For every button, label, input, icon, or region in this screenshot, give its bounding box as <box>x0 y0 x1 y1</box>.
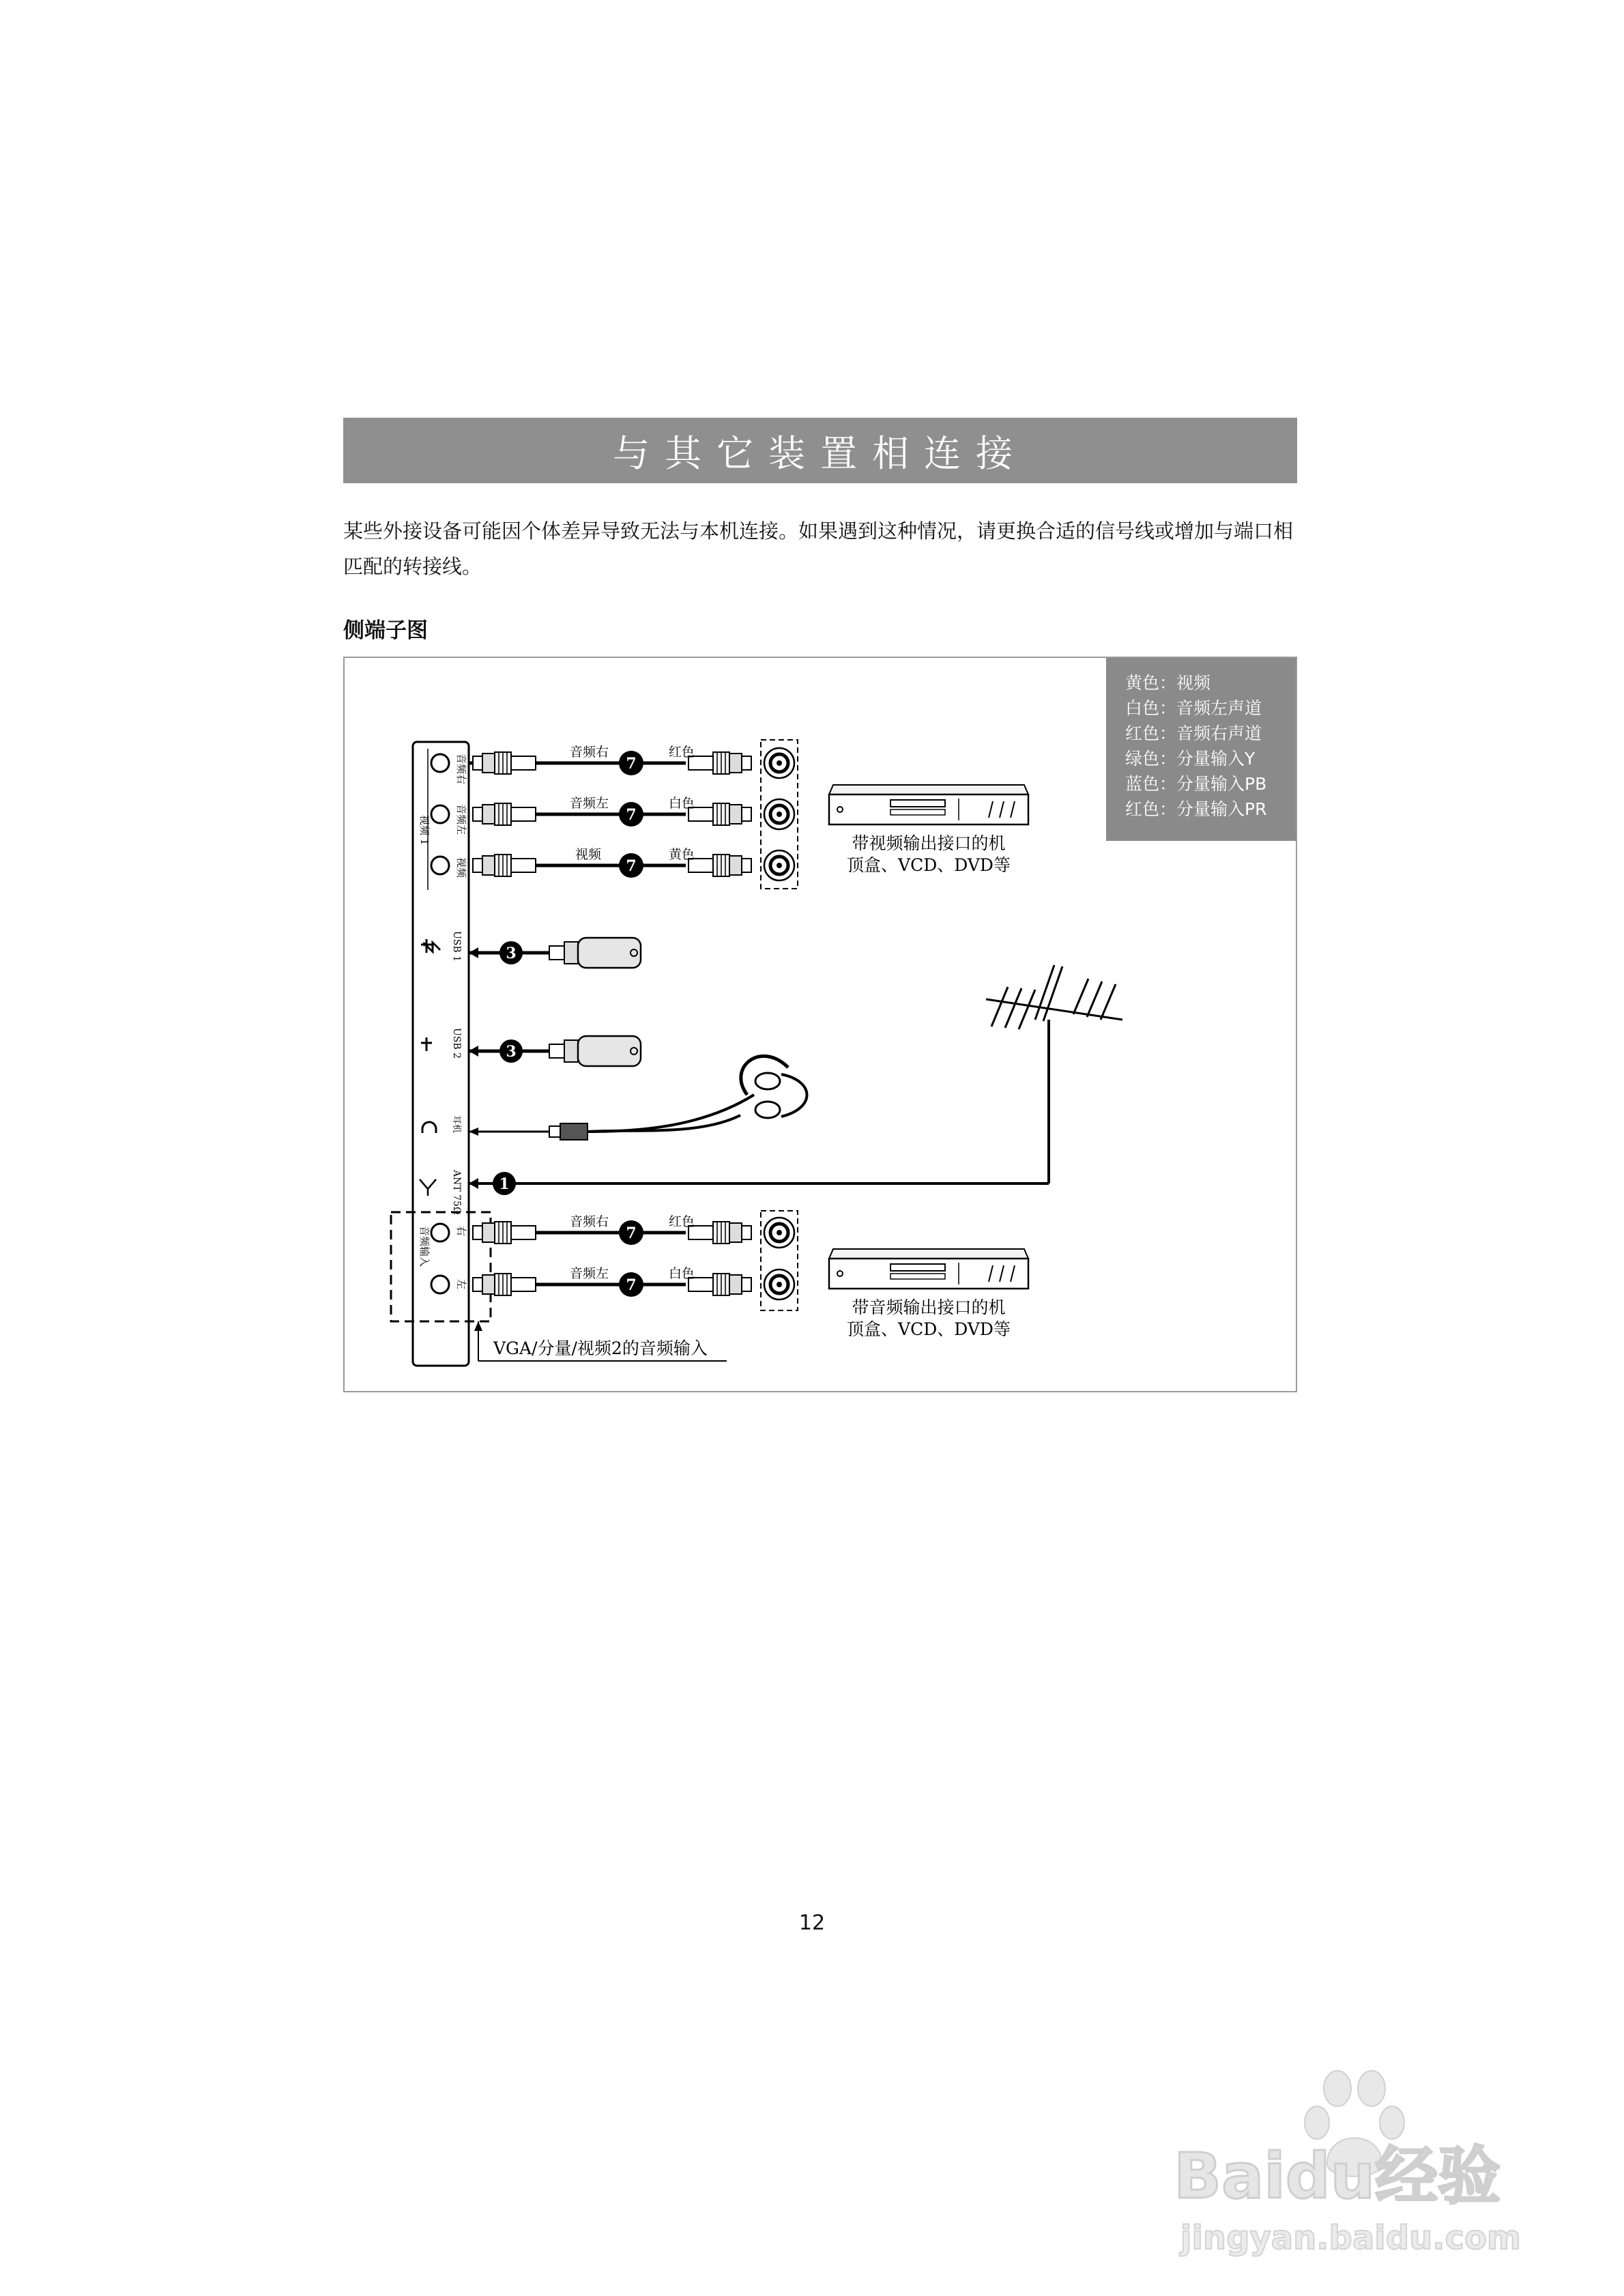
panel-label-usb2: USB 2 <box>451 1028 462 1059</box>
panel-label-usb1: USB 1 <box>451 931 462 962</box>
legend-item: 红色：分量输入PR <box>1125 799 1267 819</box>
device-jack-audio-right-2 <box>764 1218 794 1248</box>
device-jack-audio-right <box>764 748 794 778</box>
watermark-url: jingyan.baidu.com <box>1180 2219 1521 2257</box>
legend-item: 绿色：分量输入Y <box>1125 749 1256 769</box>
cable-label-audio-right-1: 音频右 <box>570 745 609 760</box>
panel-jack-audio-left[interactable] <box>431 805 449 823</box>
panel-label-right: 右 <box>455 1226 467 1237</box>
usb-icon-1: ⭍ <box>420 939 443 956</box>
legend-item: 黄色：视频 <box>1125 673 1211 693</box>
cable-row-audio-right-top <box>469 745 751 775</box>
cable-color-red-2: 红色 <box>669 1214 695 1229</box>
panel-jack-video[interactable] <box>431 857 449 874</box>
legend-item: 红色：音频右声道 <box>1125 723 1262 743</box>
vga-note-callout <box>474 1321 727 1361</box>
panel-label-antenna: ANT 75Ω <box>451 1170 462 1215</box>
badge-3-2: 3 <box>506 1043 517 1061</box>
color-legend <box>1106 658 1296 841</box>
headphones <box>469 1056 807 1140</box>
cable-label-video-1: 视频 <box>575 847 602 862</box>
cable-label-audio-right-2: 音频右 <box>570 1214 609 1229</box>
usb-cable-2 <box>469 1036 641 1066</box>
badge-1: 1 <box>499 1175 510 1193</box>
vga-note: VGA/分量/视频2的音频输入 <box>493 1338 708 1358</box>
panel-label-audio-right: 音频右 <box>455 754 467 785</box>
legend-item: 白色：音频左声道 <box>1125 698 1262 718</box>
section-title-bar <box>343 418 1297 483</box>
badge-7-3: 7 <box>626 857 637 875</box>
device-bottom-line2: 顶盒、VCD、DVD等 <box>847 1319 1011 1339</box>
badge-3-1: 3 <box>506 945 517 962</box>
cable-color-yellow-1: 黄色 <box>669 847 695 862</box>
cable-color-red-1: 红色 <box>669 745 695 760</box>
intro-paragraph: 某些外接设备可能因个体差异导致无法与本机连接。如果遇到这种情况，请更换合适的信号线或增加与端口相匹配的转接线。 <box>343 519 1294 578</box>
cable-row-audio-left-top <box>473 796 751 827</box>
badge-7-4: 7 <box>626 1224 637 1242</box>
page-number: 12 <box>798 1911 826 1935</box>
dvd-player-bottom <box>829 1249 1028 1289</box>
panel-label-left: 左 <box>455 1279 467 1290</box>
cable-label-audio-left-2: 音频左 <box>570 1266 609 1281</box>
device-bottom-line1: 带音频输出接口的机 <box>852 1297 1006 1317</box>
badge-7-1: 7 <box>626 755 637 773</box>
device-jack-video <box>764 850 794 880</box>
device-top-line2: 顶盒、VCD、DVD等 <box>847 855 1011 875</box>
baidu-jingyan-watermark <box>1160 2061 1569 2266</box>
panel-label-video: 视频 <box>455 857 467 878</box>
side-terminal-diagram <box>343 657 1297 1392</box>
panel-jack-audio-right[interactable] <box>431 754 449 772</box>
cable-row-video-top <box>473 847 751 878</box>
panel-label-audio-left: 音频左 <box>455 804 467 835</box>
badge-7-5: 7 <box>626 1276 637 1294</box>
legend-item: 蓝色：分量输入PB <box>1125 774 1267 794</box>
panel-jack-audio-in-left[interactable] <box>431 1276 449 1293</box>
panel-label-audio-in-group: 音频输入 <box>418 1226 431 1267</box>
diagram-caption: 侧端子图 <box>343 618 428 643</box>
device-jack-audio-left-2 <box>764 1269 794 1300</box>
cable-color-white-1: 白色 <box>669 796 695 811</box>
cable-row-audio-right-bottom <box>473 1214 751 1245</box>
cable-row-audio-left-bottom <box>473 1266 751 1297</box>
cable-label-audio-left-1: 音频左 <box>570 796 609 811</box>
usb-cable-1 <box>469 938 641 968</box>
panel-jack-audio-in-right[interactable] <box>431 1224 449 1242</box>
dvd-player-top <box>829 785 1028 824</box>
section-title: 与其它装置相连接 <box>613 431 1028 475</box>
badge-7-2: 7 <box>626 806 637 824</box>
panel-label-av-group: 视频 1 <box>418 815 431 846</box>
device-top-line1: 带视频输出接口的机 <box>852 833 1006 853</box>
watermark-brand: Baidu经验 <box>1174 2140 1501 2213</box>
device-jack-audio-left <box>764 799 794 829</box>
tv-antenna <box>986 965 1122 1029</box>
panel-label-headphone: 耳机 <box>451 1115 461 1134</box>
cable-color-white-2: 白色 <box>669 1266 695 1281</box>
